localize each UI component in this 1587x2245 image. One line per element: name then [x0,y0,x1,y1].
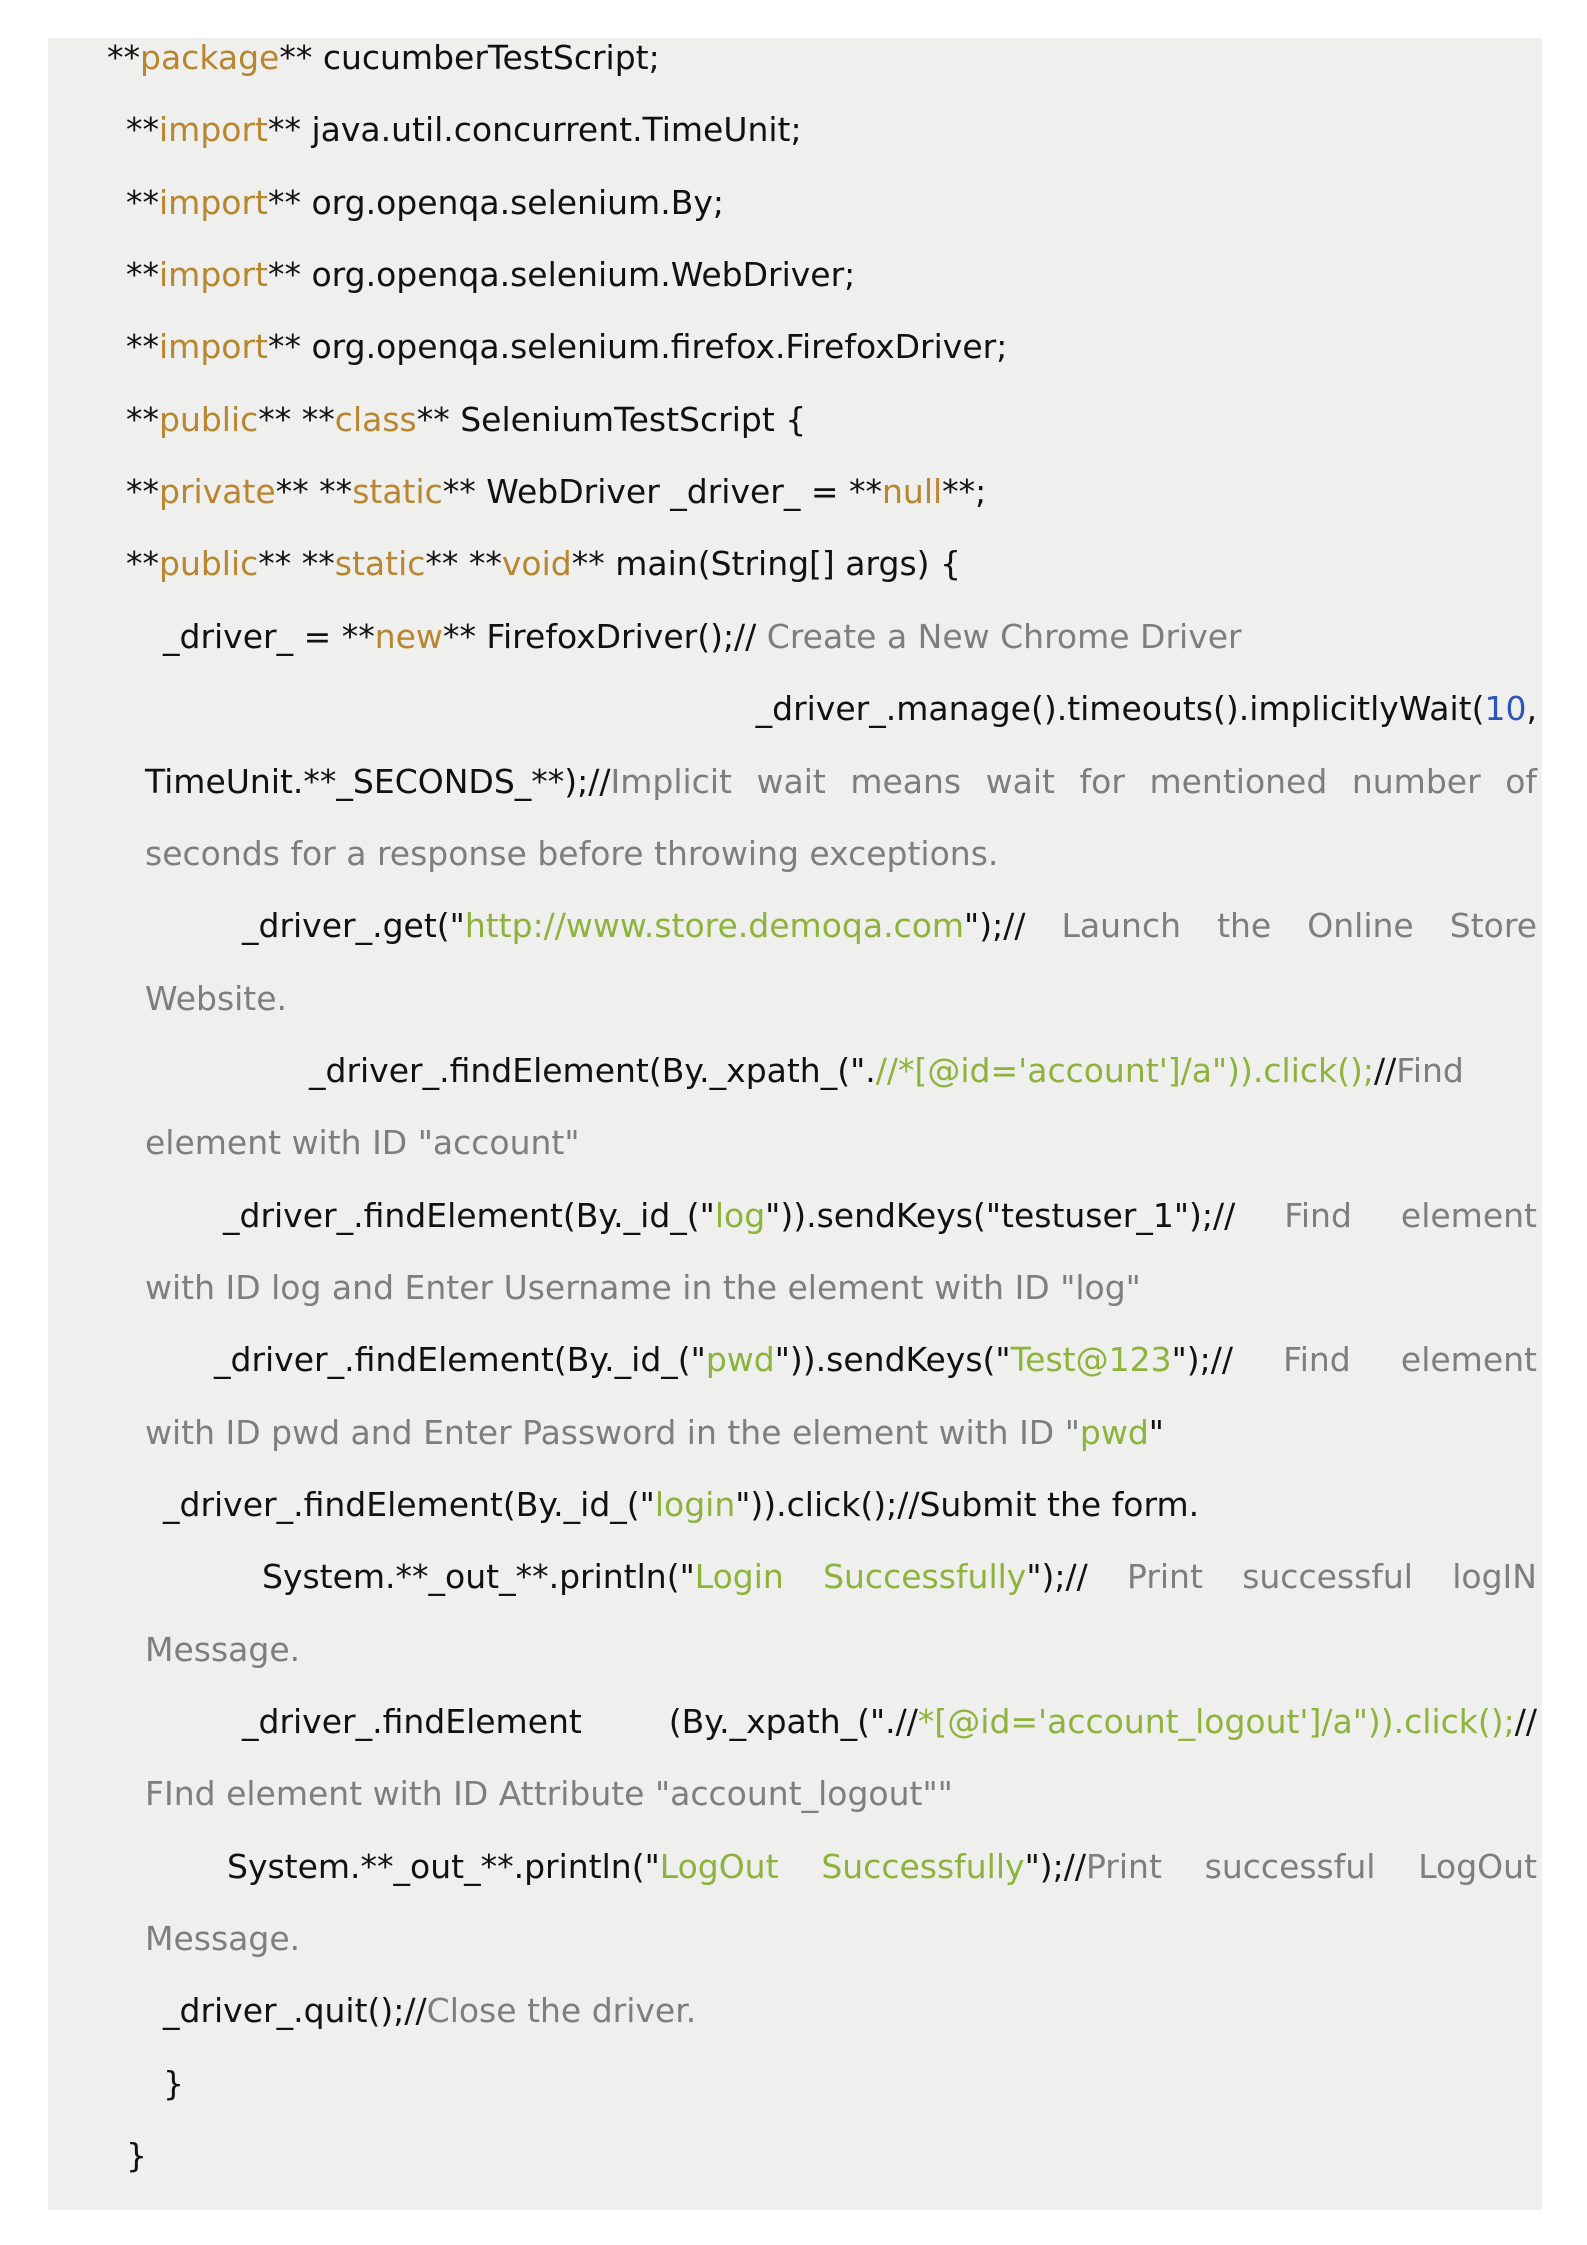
code-line [48,22,1542,94]
code-token-keyword: null [881,472,943,512]
code-line [48,601,1542,673]
code-token-keyword: import [159,110,268,150]
code-token-plain: ** [126,110,159,150]
code-token-plain: ");// [1026,1557,1127,1597]
code-token-comment: Create a New Chrome Driver [766,616,1242,656]
code-token-comment: Find [1396,1050,1464,1090]
code-token-plain: System.**_out_**.println(" [227,1846,660,1886]
code-token-comment: Print successful LogOut [1085,1846,1538,1886]
code-token-keyword: public [159,399,259,439]
code-token-plain: ")).sendKeys(" [774,1340,1011,1380]
code-token-comment: with ID pwd and Enter Password in the element with ID " [145,1412,1080,1452]
code-token-plain: " [1148,1412,1164,1452]
code-token-plain: _driver_ = ** [163,616,375,656]
code-token-plain: ** FirefoxDriver();// [442,616,767,656]
code-token-comment: Print successful logIN [1127,1557,1537,1597]
code-token-comment: Website. [145,978,288,1018]
code-token-plain: ** ** [258,399,335,439]
code-token-plain: TimeUnit.**_SECONDS_**);// [145,761,611,801]
code-token-plain: ** org.openqa.selenium.firefox.FirefoxDriver; [267,327,1008,367]
code-line [145,1035,1537,1107]
code-token-plain: ** [126,544,159,584]
code-token-plain: , [1526,689,1537,729]
code-token-keyword: static [352,472,443,512]
code-token-plain: } [163,2063,184,2103]
code-token-plain: _driver_.get(" [242,906,465,946]
code-line [145,1324,1537,1396]
code-token-number: 10 [1484,689,1527,729]
code-token-plain: ")).sendKeys("testuser_1");// [765,1195,1285,1235]
code-token-plain: ** WebDriver _driver_ = ** [442,472,882,512]
code-token-plain: ")).click();//Submit the form. [735,1485,1200,1524]
code-token-comment: Find element [1284,1195,1537,1235]
code-token-string: http://www.store.demoqa.com [464,906,965,946]
code-line [145,1903,1537,1975]
code-token-plain: _driver_.findElement(By._id_(" [223,1195,715,1235]
code-line [48,2120,1542,2192]
code-line [145,1252,1537,1324]
code-token-string: log [714,1195,766,1235]
code-token-string: login [654,1485,736,1524]
code-token-keyword: import [159,182,268,222]
code-token-plain: ");// [1024,1846,1086,1886]
code-token-plain: ** [126,399,159,439]
code-line [48,456,1542,528]
code-token-plain: _driver_.manage().timeouts().implicitlyWait( [755,689,1485,729]
code-token-keyword: import [159,255,268,295]
code-token-string: LogOut Successfully [659,1846,1025,1886]
code-line [145,890,1537,962]
code-line [145,1107,1537,1179]
code-line [145,1541,1537,1613]
code-token-comment: FInd element with ID Attribute "account_logout"" [145,1774,953,1814]
code-token-plain: _driver_.findElement (By._xpath_(".// [242,1702,918,1742]
code-token-comment: with ID log and Enter Username in the element with ID "log" [145,1267,1141,1307]
code-token-comment: Launch the Online Store [1061,906,1537,946]
code-token-plain: ** ** [275,472,353,512]
code-token-plain: ** org.openqa.selenium.By; [267,182,724,222]
code-token-plain: ** main(String[] args) { [571,544,961,584]
code-token-plain: _driver_.findElement(By._id_(" [214,1340,706,1380]
code-token-comment: Close the driver. [426,1991,697,2031]
code-token-plain: _driver_.findElement(By._xpath_(". [309,1050,876,1090]
code-line [145,1397,1537,1469]
code-line [48,311,1542,383]
code-token-plain: } [126,2136,147,2176]
code-block [48,38,1542,2210]
code-token-keyword: private [159,472,276,512]
code-token-plain: // [1514,1702,1537,1742]
code-token-string: Test@123 [1010,1340,1172,1380]
code-token-comment: Implicit wait means wait for mentioned number of [610,761,1537,801]
code-line [48,1469,1542,1541]
code-token-plain: ");// [1171,1340,1284,1380]
code-line [48,2048,1542,2120]
code-token-keyword: public [159,544,259,584]
code-token-comment: Message. [145,1629,301,1669]
code-token-string: pwd [705,1340,775,1380]
code-token-plain: ** java.util.concurrent.TimeUnit; [267,110,802,150]
code-line [145,1831,1537,1903]
code-line [48,1975,1542,2047]
code-token-plain: ** ** [425,544,502,584]
code-token-comment: seconds for a response before throwing exceptions. [145,833,999,873]
code-token-keyword: static [334,544,426,584]
code-token-plain: ** ** [258,544,335,584]
code-token-comment: Find element [1283,1340,1537,1380]
code-line [145,1758,1537,1830]
code-line [48,167,1542,239]
code-line [48,94,1542,166]
code-token-plain: ** [126,182,159,222]
code-token-plain: ** cucumberTestScript; [279,38,660,77]
code-line [145,1180,1537,1252]
code-token-keyword: new [374,616,443,656]
code-token-comment: element with ID "account" [145,1123,580,1163]
code-line [145,1614,1537,1686]
code-line [145,1686,1537,1758]
code-token-plain: ** org.openqa.selenium.WebDriver; [267,255,856,295]
code-line [145,746,1537,818]
code-token-keyword: void [501,544,572,584]
code-line [145,818,1537,890]
code-line [48,528,1542,600]
code-token-plain: ** [126,472,159,512]
code-token-plain: // [1374,1050,1397,1090]
code-token-string: //*[@id='account']/a")).click(); [875,1050,1375,1090]
code-token-string: *[@id='account_logout']/a")).click(); [917,1702,1515,1742]
code-token-plain: ** SeleniumTestScript { [416,399,807,439]
code-token-plain: _driver_.quit();// [163,1991,427,2031]
code-token-keyword: import [159,327,268,367]
code-token-plain: ** [126,327,159,367]
code-token-string: Login Successfully [694,1557,1027,1597]
code-line [48,384,1542,456]
code-line [145,963,1537,1035]
code-token-keyword: class [334,399,417,439]
code-token-plain: System.**_out_**.println(" [262,1557,695,1597]
code-line [48,239,1542,311]
code-token-plain: _driver_.findElement(By._id_(" [163,1485,655,1524]
code-token-string: pwd [1079,1412,1149,1452]
code-token-comment: Message. [145,1919,301,1959]
code-token-plain: **; [942,472,987,512]
code-token-plain: ** [126,255,159,295]
code-token-plain: ** [107,38,140,77]
code-line [145,673,1537,745]
code-token-plain: ");// [964,906,1062,946]
code-token-keyword: package [140,38,280,77]
